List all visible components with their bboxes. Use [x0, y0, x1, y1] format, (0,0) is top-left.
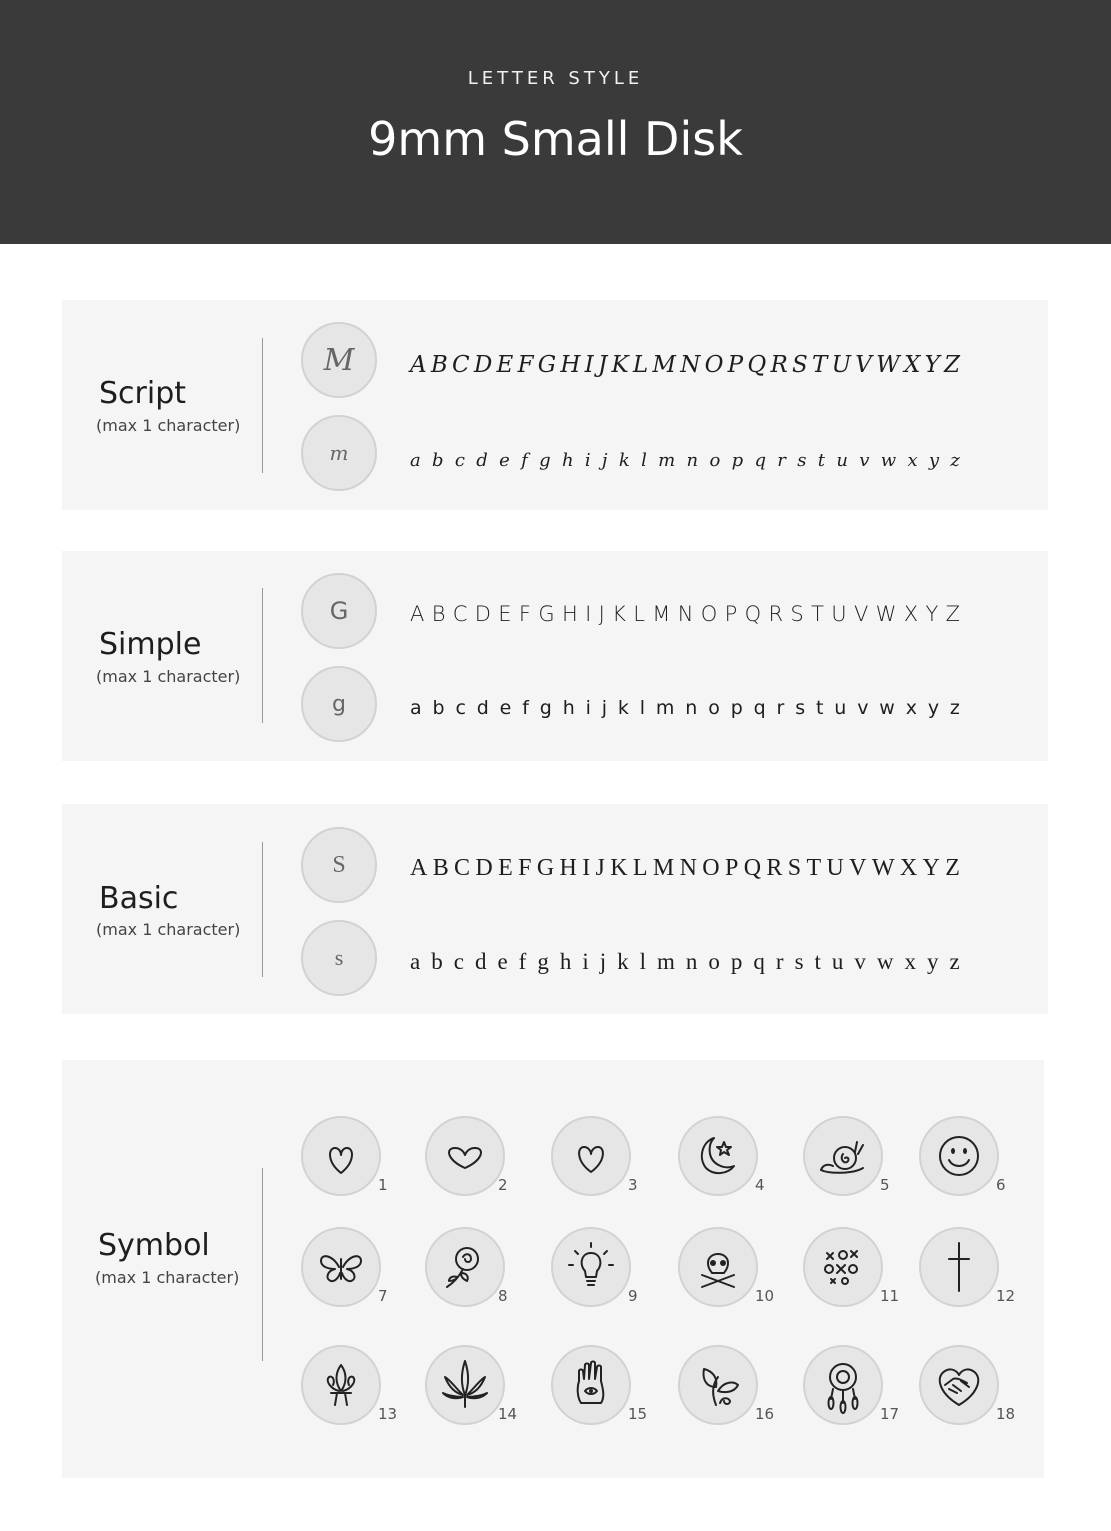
letter-glyph: n [685, 697, 698, 719]
letter-glyph: C [452, 352, 470, 378]
letter-glyph: w [880, 449, 897, 471]
letter-glyph: Z [945, 602, 960, 626]
letter-glyph: Y [924, 352, 940, 378]
symbol-disk [919, 1345, 999, 1425]
letter-glyph: g [539, 697, 552, 719]
letter-glyph: t [815, 697, 824, 719]
letter-glyph: K [612, 602, 626, 626]
letter-glyph: L [632, 854, 648, 881]
letter-glyph: n [685, 949, 698, 974]
letter-glyph: h [562, 697, 575, 719]
symbol-number: 4 [755, 1176, 765, 1194]
letter-glyph: r [775, 949, 784, 974]
symbol-number: 11 [880, 1287, 900, 1305]
letter-glyph: e [499, 697, 512, 719]
disk-simple-lower: g [301, 666, 377, 742]
letter-glyph: C [452, 602, 468, 626]
letter-glyph: d [474, 949, 487, 974]
letter-glyph: j [599, 949, 607, 974]
symbol-disk [803, 1345, 883, 1425]
letter-glyph: B [432, 854, 449, 881]
symbol-disk [919, 1116, 999, 1196]
letter-glyph: z [949, 949, 960, 974]
letter-glyph: s [794, 949, 804, 974]
letter-glyph: E [496, 352, 514, 378]
letter-glyph: N [679, 854, 697, 881]
letter-glyph: q [754, 449, 766, 471]
letter-glyph: m [655, 697, 675, 719]
alphabet-simple-upper [410, 598, 960, 630]
letter-glyph: V [855, 352, 872, 378]
letter-glyph: S [787, 854, 802, 881]
letter-glyph: H [560, 352, 581, 378]
letter-glyph: s [795, 697, 806, 719]
symbol-number: 5 [880, 1176, 890, 1194]
letter-glyph: W [876, 352, 900, 378]
style-name-simple: Simple [99, 627, 202, 662]
letter-glyph: J [598, 602, 605, 626]
disk-script-upper: M [301, 322, 377, 398]
letter-glyph: a [410, 449, 421, 471]
letter-glyph: L [633, 602, 645, 626]
letter-glyph: n [686, 449, 699, 471]
letter-glyph: x [905, 697, 917, 719]
letter-glyph: d [476, 697, 489, 719]
letter-glyph: k [617, 949, 629, 974]
letter-glyph: C [454, 854, 471, 881]
panel-simple [62, 551, 1048, 761]
letter-glyph: R [768, 602, 784, 626]
letter-glyph: Q [744, 602, 762, 626]
letter-glyph: o [708, 949, 720, 974]
letter-glyph: b [432, 697, 445, 719]
alphabet-script-lower [410, 446, 960, 474]
letter-glyph: X [899, 854, 918, 881]
letter-glyph: h [561, 449, 574, 471]
letter-glyph: p [730, 697, 743, 719]
letter-glyph: b [432, 449, 444, 471]
letter-glyph: M [652, 352, 676, 378]
letter-glyph: F [517, 352, 534, 378]
letter-glyph: z [950, 449, 960, 471]
alphabet-script-upper [410, 348, 960, 382]
letter-glyph: a [410, 697, 422, 719]
letter-glyph: k [618, 449, 630, 471]
symbol-disk [803, 1227, 883, 1307]
divider-symbol [262, 1168, 263, 1361]
letter-glyph: I [582, 854, 591, 881]
letter-glyph: J [595, 854, 605, 881]
letter-glyph: s [797, 449, 807, 471]
symbol-number: 2 [498, 1176, 508, 1194]
letter-glyph: w [876, 949, 894, 974]
letter-glyph: p [730, 949, 743, 974]
symbol-number: 6 [996, 1176, 1006, 1194]
panel-script [62, 300, 1048, 510]
letter-glyph: k [617, 697, 629, 719]
style-note-simple: (max 1 character) [96, 667, 241, 686]
letter-glyph: M [652, 854, 675, 881]
letter-glyph: b [431, 949, 443, 974]
symbol-number: 10 [755, 1287, 775, 1305]
style-note-basic: (max 1 character) [96, 920, 241, 939]
letter-glyph: h [559, 949, 572, 974]
symbol-number: 9 [628, 1287, 638, 1305]
letter-glyph: A [410, 602, 425, 626]
letter-glyph: L [632, 352, 649, 378]
symbol-number: 15 [628, 1405, 648, 1423]
panel-basic [62, 804, 1048, 1014]
letter-glyph: m [658, 449, 676, 471]
letter-glyph: X [903, 352, 921, 378]
letter-glyph: H [559, 854, 577, 881]
letter-glyph: P [724, 602, 738, 626]
letter-glyph: A [410, 854, 428, 881]
symbol-disk [301, 1345, 381, 1425]
letter-glyph: B [430, 352, 448, 378]
disk-script-lower: m [301, 415, 377, 491]
letter-glyph: P [727, 352, 744, 378]
symbol-disk [678, 1116, 758, 1196]
letter-glyph: A [410, 352, 427, 378]
symbol-number: 3 [628, 1176, 638, 1194]
symbol-number: 7 [378, 1287, 388, 1305]
symbol-disk [425, 1227, 505, 1307]
divider-basic [262, 842, 263, 977]
symbol-disk [425, 1345, 505, 1425]
letter-glyph: F [518, 602, 531, 626]
symbol-disk [919, 1227, 999, 1307]
letter-glyph: Y [922, 854, 940, 881]
letter-glyph: l [639, 697, 646, 719]
letter-glyph: v [857, 697, 869, 719]
letter-glyph: u [834, 697, 847, 719]
letter-glyph: D [474, 602, 491, 626]
letter-glyph: i [582, 949, 589, 974]
letter-glyph: a [410, 949, 421, 974]
letter-glyph: G [537, 352, 557, 378]
letter-glyph: p [731, 449, 744, 471]
letter-glyph: w [879, 697, 895, 719]
symbol-number: 18 [996, 1405, 1016, 1423]
disk-basic-lower: s [301, 920, 377, 996]
symbol-number: 16 [755, 1405, 775, 1423]
letter-glyph: q [753, 697, 766, 719]
letter-glyph: I [585, 602, 592, 626]
style-name-basic: Basic [99, 881, 179, 916]
letter-glyph: f [522, 697, 529, 719]
disk-simple-upper: G [301, 573, 377, 649]
symbol-disk [678, 1345, 758, 1425]
letter-glyph: c [453, 949, 464, 974]
symbol-disk [425, 1116, 505, 1196]
style-name-script: Script [99, 376, 187, 411]
header-banner [0, 0, 1111, 244]
symbol-number: 17 [880, 1405, 900, 1423]
letter-glyph: y [927, 949, 939, 974]
page-title: 9mm Small Disk [368, 112, 743, 166]
style-note-script: (max 1 character) [96, 416, 241, 435]
letter-glyph: B [431, 602, 446, 626]
symbol-disk [551, 1227, 631, 1307]
letter-glyph: V [849, 854, 867, 881]
letter-glyph: t [817, 449, 825, 471]
letter-glyph: v [854, 949, 866, 974]
letter-glyph: U [826, 854, 844, 881]
letter-glyph: i [584, 449, 591, 471]
symbol-disk [551, 1116, 631, 1196]
letter-glyph: c [454, 449, 465, 471]
letter-glyph: I [584, 352, 594, 378]
letter-glyph: S [792, 352, 808, 378]
letter-glyph: S [790, 602, 804, 626]
letter-glyph: K [611, 352, 629, 378]
letter-glyph: l [639, 949, 646, 974]
letter-glyph: f [518, 949, 527, 974]
letter-glyph: u [836, 449, 848, 471]
letter-glyph: Q [747, 352, 767, 378]
letter-glyph: O [700, 602, 718, 626]
symbol-number: 14 [498, 1405, 518, 1423]
alphabet-simple-lower [410, 693, 960, 723]
letter-glyph: o [708, 697, 720, 719]
letter-glyph: G [538, 602, 555, 626]
letter-glyph: O [704, 352, 724, 378]
letter-glyph: t [814, 949, 821, 974]
letter-glyph: U [831, 352, 851, 378]
symbol-disk [678, 1227, 758, 1307]
letter-glyph: N [677, 602, 694, 626]
letter-glyph: q [753, 949, 765, 974]
letter-glyph: g [537, 949, 549, 974]
letter-glyph: X [903, 602, 919, 626]
letter-glyph: o [709, 449, 721, 471]
letter-glyph: P [724, 854, 739, 881]
letter-glyph: T [806, 854, 822, 881]
symbol-number: 1 [378, 1176, 388, 1194]
letter-glyph: H [561, 602, 578, 626]
symbol-number: 12 [996, 1287, 1016, 1305]
letter-glyph: Z [945, 854, 960, 881]
letter-glyph: z [949, 697, 960, 719]
letter-glyph: W [875, 602, 897, 626]
letter-glyph: x [907, 449, 918, 471]
letter-glyph: v [859, 449, 870, 471]
letter-glyph: r [777, 449, 786, 471]
style-note-symbol: (max 1 character) [95, 1268, 240, 1287]
disk-basic-upper: S [301, 827, 377, 903]
letter-glyph: y [927, 697, 940, 719]
letter-glyph: Z [944, 352, 960, 378]
letter-glyph: f [521, 449, 528, 471]
letter-glyph: U [831, 602, 847, 626]
symbol-disk [301, 1116, 381, 1196]
letter-glyph: c [455, 697, 466, 719]
divider-script [262, 338, 263, 473]
style-name-symbol: Symbol [98, 1228, 210, 1263]
letter-glyph: T [811, 602, 824, 626]
letter-glyph: O [702, 854, 720, 881]
alphabet-basic-lower [410, 946, 960, 978]
letter-glyph: y [928, 449, 940, 471]
letter-glyph: R [770, 352, 788, 378]
symbol-disk [803, 1116, 883, 1196]
symbol-disk [551, 1345, 631, 1425]
letter-glyph: V [853, 602, 869, 626]
header-eyebrow: LETTER STYLE [467, 68, 644, 89]
letter-glyph: R [766, 854, 783, 881]
letter-glyph: E [498, 602, 512, 626]
symbol-number: 13 [378, 1405, 398, 1423]
letter-glyph: e [499, 449, 510, 471]
letter-glyph: r [776, 697, 785, 719]
letter-glyph: K [610, 854, 628, 881]
letter-glyph: M [652, 602, 671, 626]
letter-glyph: E [498, 854, 513, 881]
symbol-number: 8 [498, 1287, 508, 1305]
letter-glyph: F [518, 854, 532, 881]
letter-glyph: D [475, 854, 493, 881]
letter-glyph: N [680, 352, 701, 378]
letter-glyph: T [812, 352, 828, 378]
letter-glyph: W [871, 854, 895, 881]
alphabet-basic-upper [410, 852, 960, 884]
letter-glyph: Q [743, 854, 762, 881]
letter-glyph: g [539, 449, 551, 471]
letter-glyph: G [536, 854, 555, 881]
letter-glyph: l [641, 449, 647, 471]
letter-glyph: d [476, 449, 488, 471]
divider-simple [262, 588, 263, 723]
symbol-disk [301, 1227, 381, 1307]
letter-glyph: e [497, 949, 508, 974]
letter-glyph: u [831, 949, 844, 974]
letter-glyph: Y [925, 602, 939, 626]
letter-glyph: j [601, 449, 608, 471]
letter-glyph: j [601, 697, 608, 719]
letter-glyph: D [473, 352, 493, 378]
letter-glyph: i [585, 697, 591, 719]
letter-glyph: J [598, 352, 608, 378]
letter-glyph: m [657, 949, 675, 974]
letter-glyph: x [904, 949, 917, 974]
